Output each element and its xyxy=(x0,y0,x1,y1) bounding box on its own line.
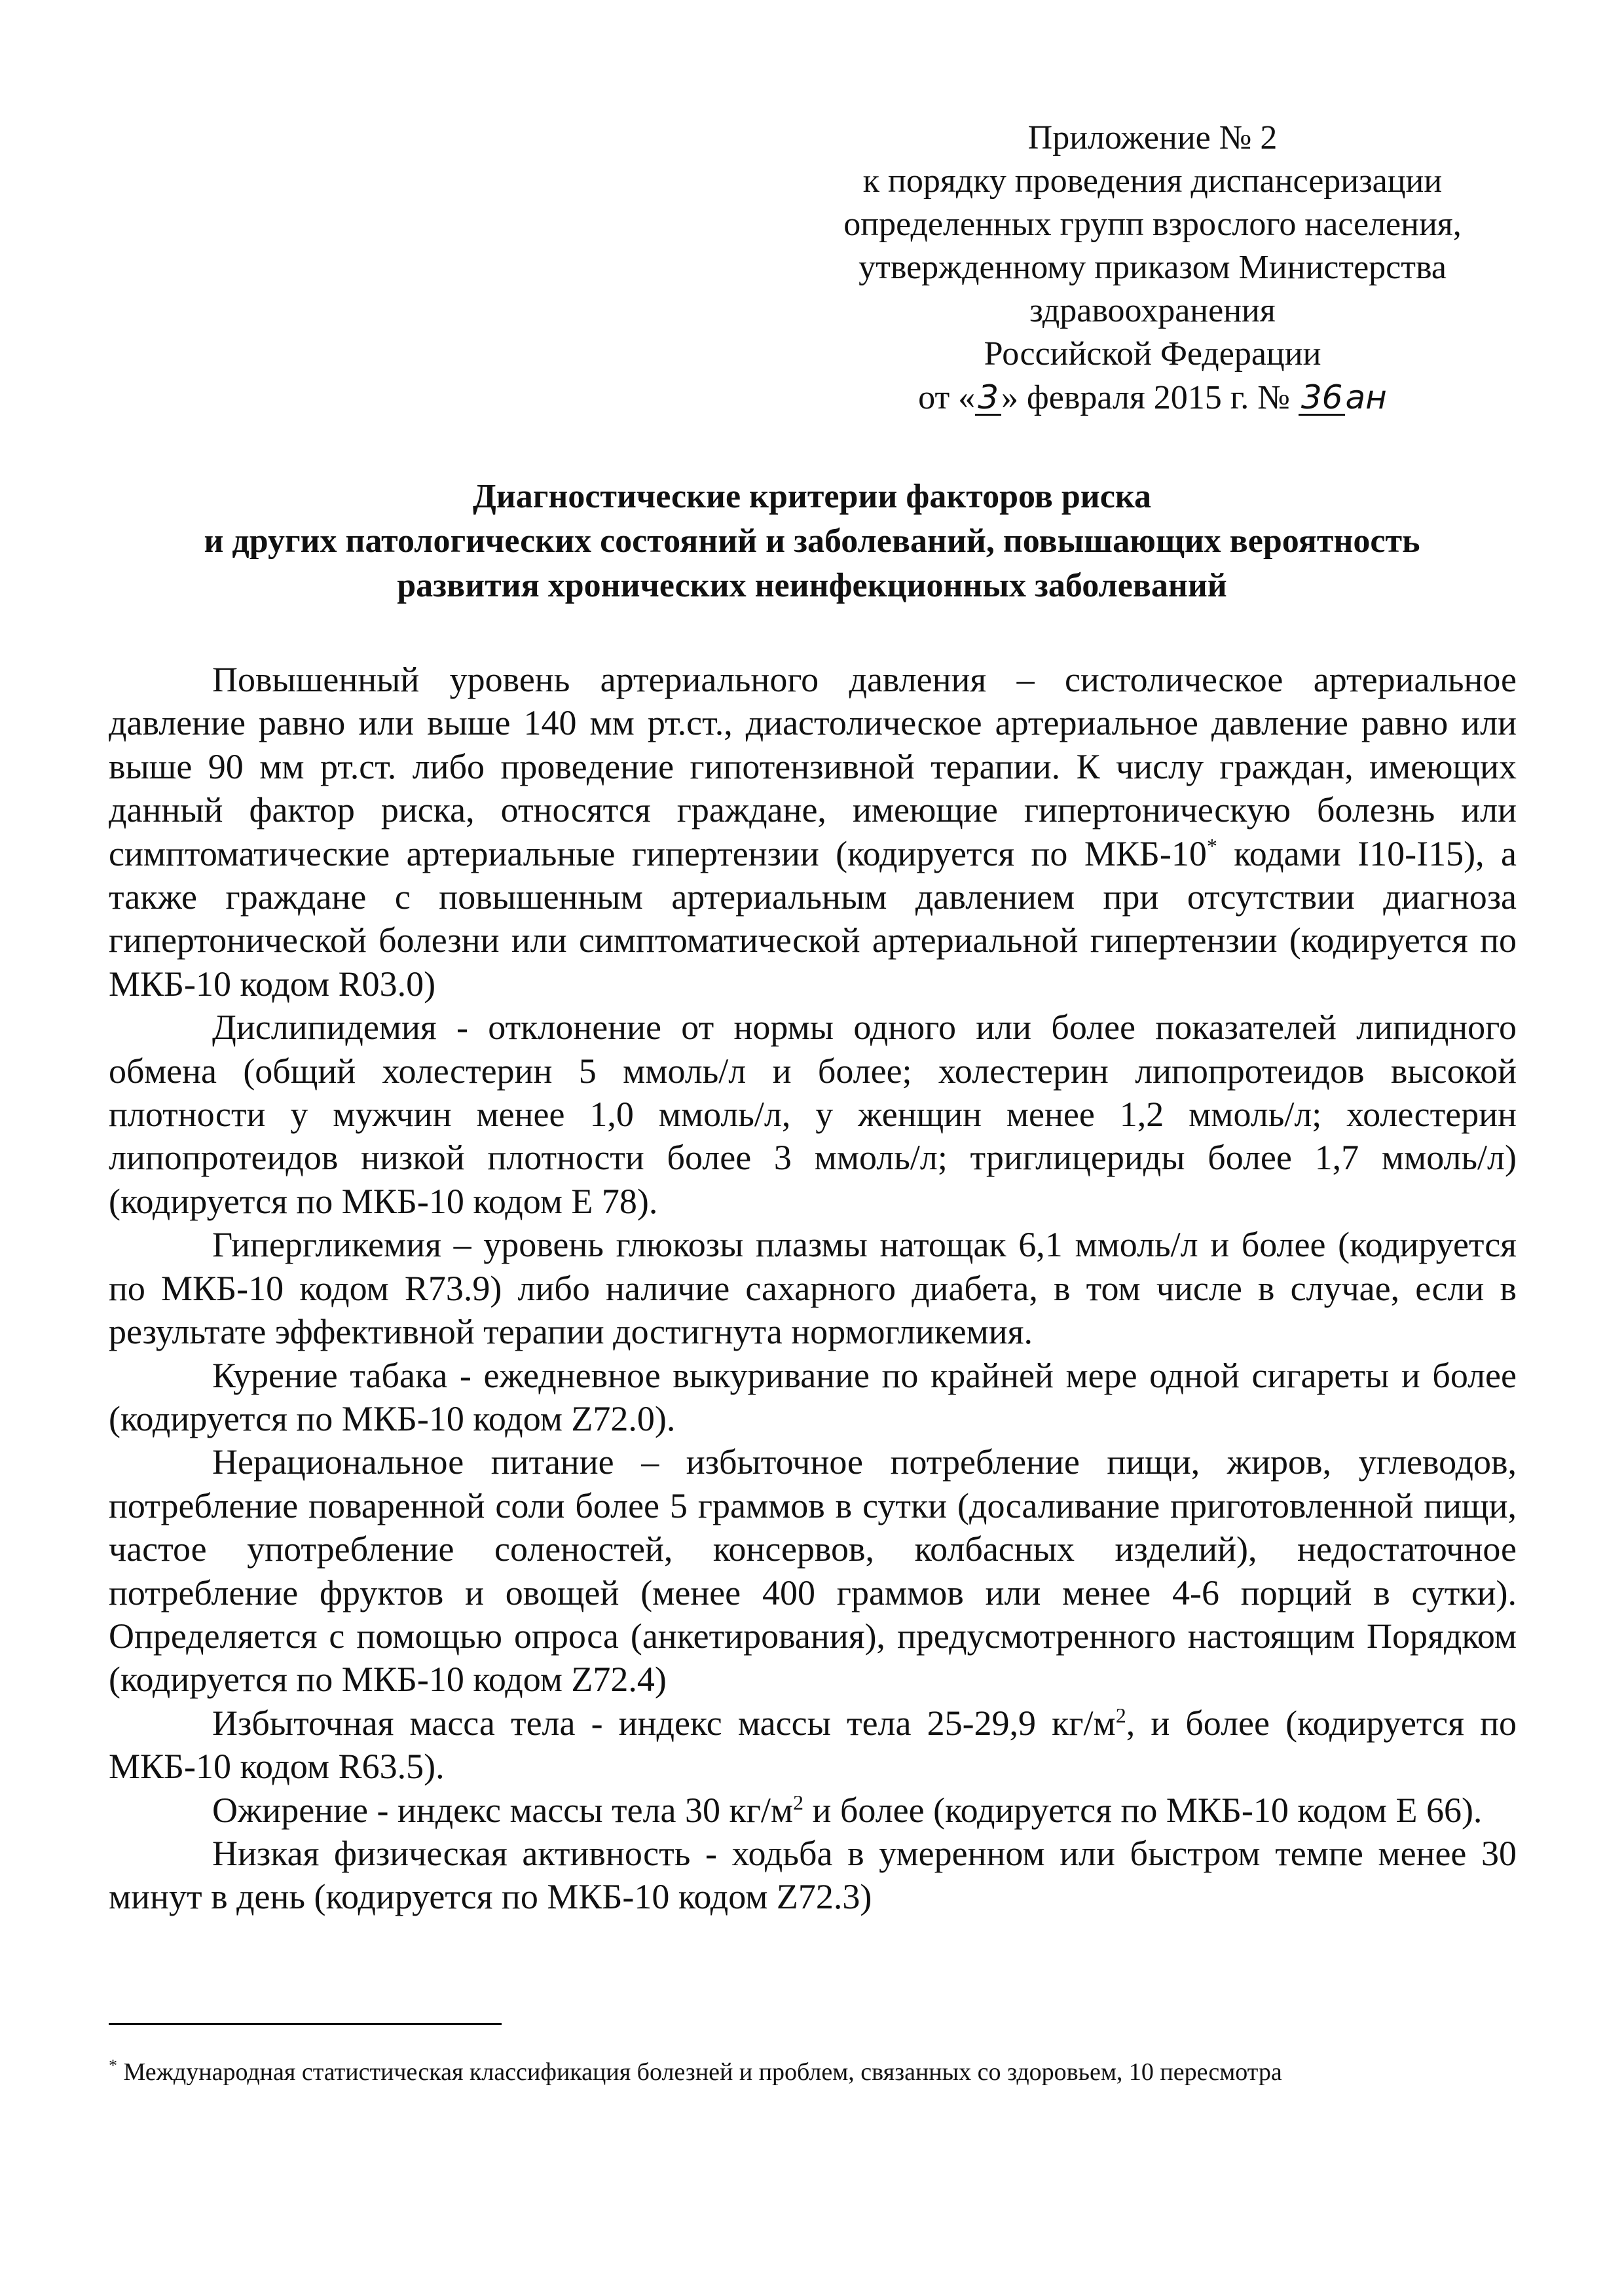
paragraph-text: , и более (кодируется по МКБ-10 кодом R63.5). xyxy=(109,1703,1517,1787)
handwritten-order-number: 36 xyxy=(1299,381,1346,416)
annex-line: здравоохранения xyxy=(1029,292,1276,329)
footnote-text: Международная статистическая классификация болезней и проблем, связанных со здоровьем, 10 пересмотра xyxy=(117,2058,1282,2086)
paragraph-nutrition: Нерациональное питание – избыточное потребление пищи, жиров, углеводов, потребление поваренной соли более 5 граммов в сутки (досаливание приготовленной пищи, частое употребление соленостей, консервов, колбасных изделий), недостаточное потребление фруктов и овощей (менее 400 граммов или менее 4-6 порций в сутки). Определяется с помощью опроса (анкетирования), предусмотренного настоящим Порядком (кодируется по МКБ-10 кодом Z72.4) xyxy=(109,1442,1517,1700)
date-middle: » февраля 2015 г. № xyxy=(1001,379,1290,416)
annex-number: Приложение № 2 xyxy=(1027,119,1278,156)
paragraph-hyperglycemia: Гипергликемия – уровень глюкозы плазмы натощак 6,1 ммоль/л и более (кодируется по МКБ-10 кодом R73.9) либо наличие сахарного диабета, в том числе в случае, если в результате эффективной терапии достигнута нормогликемия. xyxy=(109,1225,1517,1352)
footnote-divider xyxy=(109,2023,502,2025)
paragraph-blood-pressure xyxy=(109,658,1517,1006)
paragraph-dyslipidemia: Дислипидемия - отклонение от нормы одного или более показателей липидного обмена (общий холестерин 5 ммоль/л и более; холестерин липопротеидов высокой плотности у мужчин менее 1,0 ммоль/л, у женщин менее 1,2 ммоль/л; холестерин липопротеидов низкой плотности более 3 ммоль/л; триглицериды более 1,7 ммоль/л) (кодируется по МКБ-10 кодом Е 78). xyxy=(109,1008,1517,1221)
footnote-marker: * xyxy=(109,2056,117,2075)
superscript: 2 xyxy=(1115,1703,1126,1727)
annex-line: определенных групп взрослого населения, xyxy=(843,206,1462,243)
paragraph-smoking: Курение табака - ежедневное выкуривание по крайней мере одной сигареты и более (кодируется по МКБ-10 кодом Z72.0). xyxy=(109,1355,1517,1438)
annex-line: Российской Федерации xyxy=(984,335,1321,373)
footnote xyxy=(109,2056,1517,2088)
annex-header xyxy=(753,117,1552,420)
handwritten-order-suffix: ан xyxy=(1345,378,1387,416)
document-title xyxy=(105,475,1519,608)
annex-line: утвержденному приказом Министерства xyxy=(858,249,1447,286)
annex-line: к порядку проведения диспансеризации xyxy=(862,162,1443,200)
title-line: Диагностические критерии факторов риска xyxy=(473,478,1151,515)
handwritten-day: 3 xyxy=(975,381,1001,416)
order-date-line xyxy=(753,376,1552,420)
date-prefix: от « xyxy=(918,379,976,416)
paragraph-text: кодами I10-I15), а также граждане с повышенным артериальным давлением при отсутствии диагноза гипертонической болезни или симптоматической артериальной гипертензии (кодируется по МКБ-10 кодом R03.0) xyxy=(109,833,1517,1004)
document-body xyxy=(109,658,1517,1919)
superscript: 2 xyxy=(793,1790,804,1814)
paragraph-obesity xyxy=(109,1789,1517,1832)
paragraph-overweight xyxy=(109,1702,1517,1789)
paragraph-text: Избыточная масса тела - индекс массы тела 25-29,9 кг/м xyxy=(212,1703,1116,1743)
title-line: и других патологических состояний и заболеваний, повышающих вероятность xyxy=(204,522,1420,560)
paragraph-text: Повышенный уровень артериального давления – систолическое артериальное давление равно или выше 140 мм рт.ст., диастолическое артериальное давление равно или выше 90 мм рт.ст. либо проведение гипотензивной терапии. К числу граждан, имеющих данный фактор риска, относятся граждане, имеющие гипертоническую болезнь или симптоматические артериальные гипертензии (кодируется по МКБ-10 xyxy=(109,660,1517,873)
footnote-marker: * xyxy=(1206,833,1217,858)
title-line: развития хронических неинфекционных заболеваний xyxy=(397,567,1227,604)
paragraph-text: и более (кодируется по МКБ-10 кодом Е 66). xyxy=(803,1790,1483,1830)
paragraph-text: Ожирение - индекс массы тела 30 кг/м xyxy=(212,1790,794,1830)
paragraph-physical-activity: Низкая физическая активность - ходьба в умеренном или быстром темпе менее 30 минут в день (кодируется по МКБ-10 кодом Z72.3) xyxy=(109,1833,1517,1917)
